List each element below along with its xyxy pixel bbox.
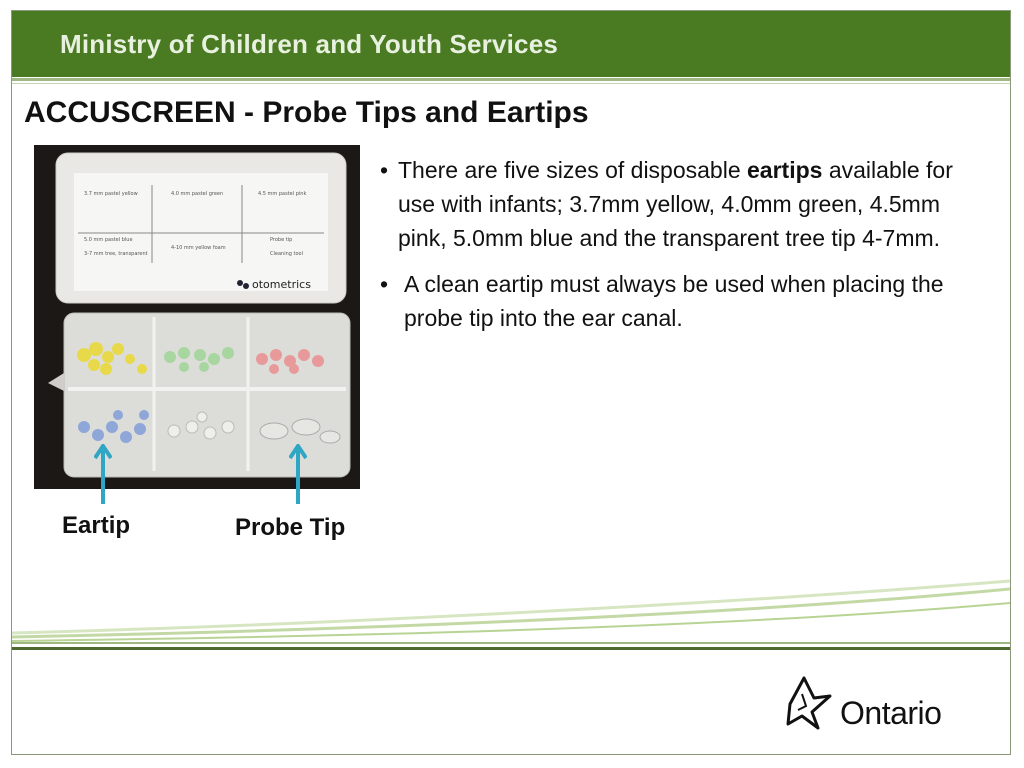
eartip-arrow-icon <box>94 444 112 506</box>
kit-label-probe: Probe tip <box>270 237 293 243</box>
header-divider <box>12 78 1010 81</box>
bullet-eartip-sizes <box>380 153 960 255</box>
header-divider-thin <box>12 83 1010 84</box>
ontario-logo-text: Ontario <box>840 695 942 731</box>
bullet-marker: • <box>380 271 389 297</box>
kit-label-tree: 3-7 mm tree, transparent <box>84 251 148 257</box>
kit-label-yellow: 3.7 mm pastel yellow <box>84 191 138 197</box>
eartip-kit-photo <box>34 145 360 489</box>
eartip-caption: Eartip <box>62 512 131 539</box>
ministry-title: Ministry of Children and Youth Services <box>60 29 559 59</box>
kit-label-blue: 5.0 mm pastel blue <box>84 237 133 243</box>
kit-label-green: 4.0 mm pastel green <box>171 191 224 197</box>
bullet-text <box>398 153 960 255</box>
bullet-clean-eartip <box>380 267 960 335</box>
kit-label-pink: 4.5 mm pastel pink <box>258 191 307 197</box>
bullet-text-start: There are five sizes of disposable <box>398 157 748 183</box>
slide-title: ACCUSCREEN - Probe Tips and Eartips <box>24 96 589 129</box>
bullet-text: A clean eartip must always be used when placing the probe tip into the ear canal. <box>404 271 944 331</box>
kit-label-foam: 4-10 mm yellow foam <box>171 245 226 251</box>
bullet-marker: • <box>380 157 389 183</box>
bullet-bold-term: eartips <box>747 157 823 183</box>
header-bar <box>12 11 1010 77</box>
otometrics-brand: otometrics <box>252 278 311 291</box>
bullet-list <box>380 153 960 347</box>
footer-divider-dark <box>12 647 1010 650</box>
probe-tip-arrow-icon <box>289 444 307 506</box>
bullet-text-end: available for use with infants; 3.7mm yellow, 4.0mm green, 4.5mm pink, 5.0mm blue and the transparent tree tip 4-7mm. <box>398 157 953 251</box>
probe-tip-caption: Probe Tip <box>235 514 346 541</box>
footer-divider <box>12 642 1010 644</box>
kit-label-cleaning: Cleaning tool <box>270 251 303 257</box>
